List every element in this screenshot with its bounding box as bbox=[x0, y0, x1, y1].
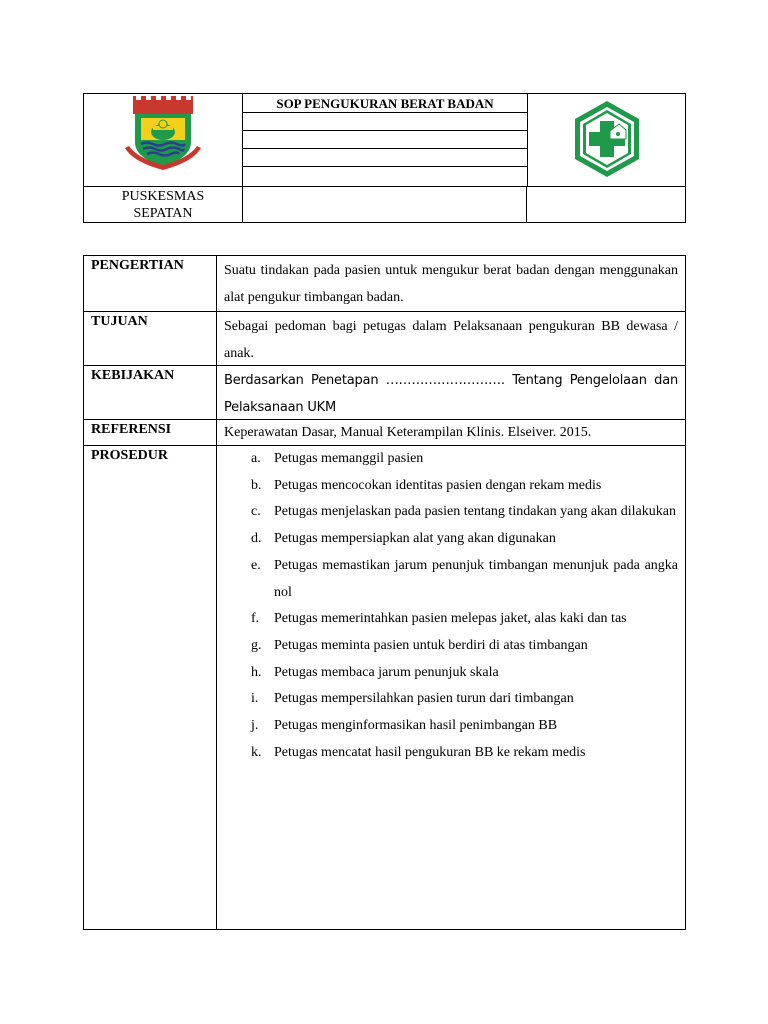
procedure-step-letter: d. bbox=[251, 531, 262, 547]
label-referensi: REFERENSI bbox=[84, 420, 217, 445]
label-kebijakan: KEBIJAKAN bbox=[84, 366, 217, 419]
puskesmas-logo-icon bbox=[572, 99, 642, 179]
procedure-step-text: Petugas meminta pasien untuk berdiri di atas timbangan bbox=[274, 637, 588, 653]
puskesmas-logo-cell bbox=[527, 94, 685, 186]
procedure-step-letter: c. bbox=[251, 504, 261, 520]
procedure-list bbox=[224, 446, 678, 766]
procedure-step bbox=[224, 526, 678, 553]
org-line-2: SEPATAN bbox=[133, 206, 193, 221]
procedure-step-letter: f. bbox=[251, 611, 260, 627]
label-prosedur: PROSEDUR bbox=[84, 446, 217, 929]
row-prosedur bbox=[84, 446, 685, 929]
blank-mid-bottom-cell bbox=[243, 186, 527, 222]
sop-title: SOP PENGUKURAN BERAT BADAN bbox=[276, 96, 494, 111]
org-line-1: PUSKESMAS bbox=[121, 189, 205, 204]
procedure-step-letter: j. bbox=[251, 718, 259, 734]
label-tujuan: TUJUAN bbox=[84, 312, 217, 365]
prosedur-content bbox=[217, 446, 685, 929]
sop-content-table bbox=[83, 255, 686, 930]
row-tujuan bbox=[84, 312, 685, 366]
procedure-step bbox=[224, 446, 678, 473]
procedure-step-text: Petugas menginformasikan hasil penimbangan BB bbox=[274, 718, 558, 734]
text-kebijakan: Berdasarkan Penetapan ………………………. Tentang Pengelolaan dan Pelaksanaan UKM bbox=[224, 373, 678, 415]
blank-row-2 bbox=[243, 131, 527, 149]
regency-emblem-icon bbox=[123, 96, 203, 176]
procedure-step-text: Petugas memerintahkan pasien melepas jaket, alas kaki dan tas bbox=[274, 611, 627, 627]
procedure-step-text: Petugas mempersiapkan alat yang akan digunakan bbox=[274, 531, 556, 547]
procedure-step-text: Petugas menjelaskan pada pasien tentang tindakan yang akan dilakukan bbox=[274, 504, 676, 520]
procedure-step bbox=[224, 740, 678, 767]
procedure-step-letter: h. bbox=[251, 664, 262, 680]
procedure-step-letter: k. bbox=[251, 744, 262, 760]
procedure-step-letter: b. bbox=[251, 477, 262, 493]
text-tujuan: Sebagai pedoman bagi petugas dalam Pelaksanaan pengukuran BB dewasa / anak. bbox=[224, 319, 678, 361]
blank-row-1 bbox=[243, 113, 527, 131]
blank-right-bottom-cell bbox=[527, 186, 685, 222]
procedure-step-text: Petugas membaca jarum penunjuk skala bbox=[274, 664, 499, 680]
procedure-step bbox=[224, 686, 678, 713]
text-referensi: Keperawatan Dasar, Manual Keterampilan Klinis. Elseiver. 2015. bbox=[224, 425, 592, 440]
procedure-step bbox=[224, 713, 678, 740]
procedure-step-text: Petugas mempersilahkan pasien turun dari timbangan bbox=[274, 691, 574, 707]
row-pengertian bbox=[84, 256, 685, 312]
label-pengertian: PENGERTIAN bbox=[84, 256, 217, 311]
procedure-step-letter: e. bbox=[251, 557, 261, 573]
emblem-cell bbox=[84, 94, 243, 186]
header-table bbox=[83, 93, 686, 223]
procedure-step-text: Petugas memanggil pasien bbox=[274, 451, 424, 466]
org-name-cell bbox=[84, 186, 243, 222]
procedure-step-text: Petugas mencatat hasil pengukuran BB ke rekam medis bbox=[274, 744, 586, 760]
procedure-step bbox=[224, 633, 678, 660]
row-kebijakan bbox=[84, 366, 685, 420]
title-cell bbox=[243, 94, 527, 186]
procedure-step-letter: a. bbox=[251, 451, 261, 466]
procedure-step-text: Petugas memastikan jarum penunjuk timbangan menunjuk pada angka nol bbox=[274, 557, 678, 600]
blank-row-4 bbox=[243, 167, 527, 186]
procedure-step-letter: g. bbox=[251, 637, 262, 653]
procedure-step bbox=[224, 499, 678, 526]
text-pengertian: Suatu tindakan pada pasien untuk mengukur berat badan dengan menggunakan alat pengukur timbangan badan. bbox=[224, 263, 678, 305]
blank-row-3 bbox=[243, 149, 527, 167]
procedure-step bbox=[224, 606, 678, 633]
procedure-step bbox=[224, 660, 678, 687]
title-row bbox=[243, 94, 527, 113]
procedure-step bbox=[224, 473, 678, 500]
row-referensi bbox=[84, 420, 685, 446]
procedure-step bbox=[224, 553, 678, 606]
procedure-step-letter: i. bbox=[251, 691, 259, 707]
procedure-step-text: Petugas mencocokan identitas pasien dengan rekam medis bbox=[274, 477, 602, 493]
